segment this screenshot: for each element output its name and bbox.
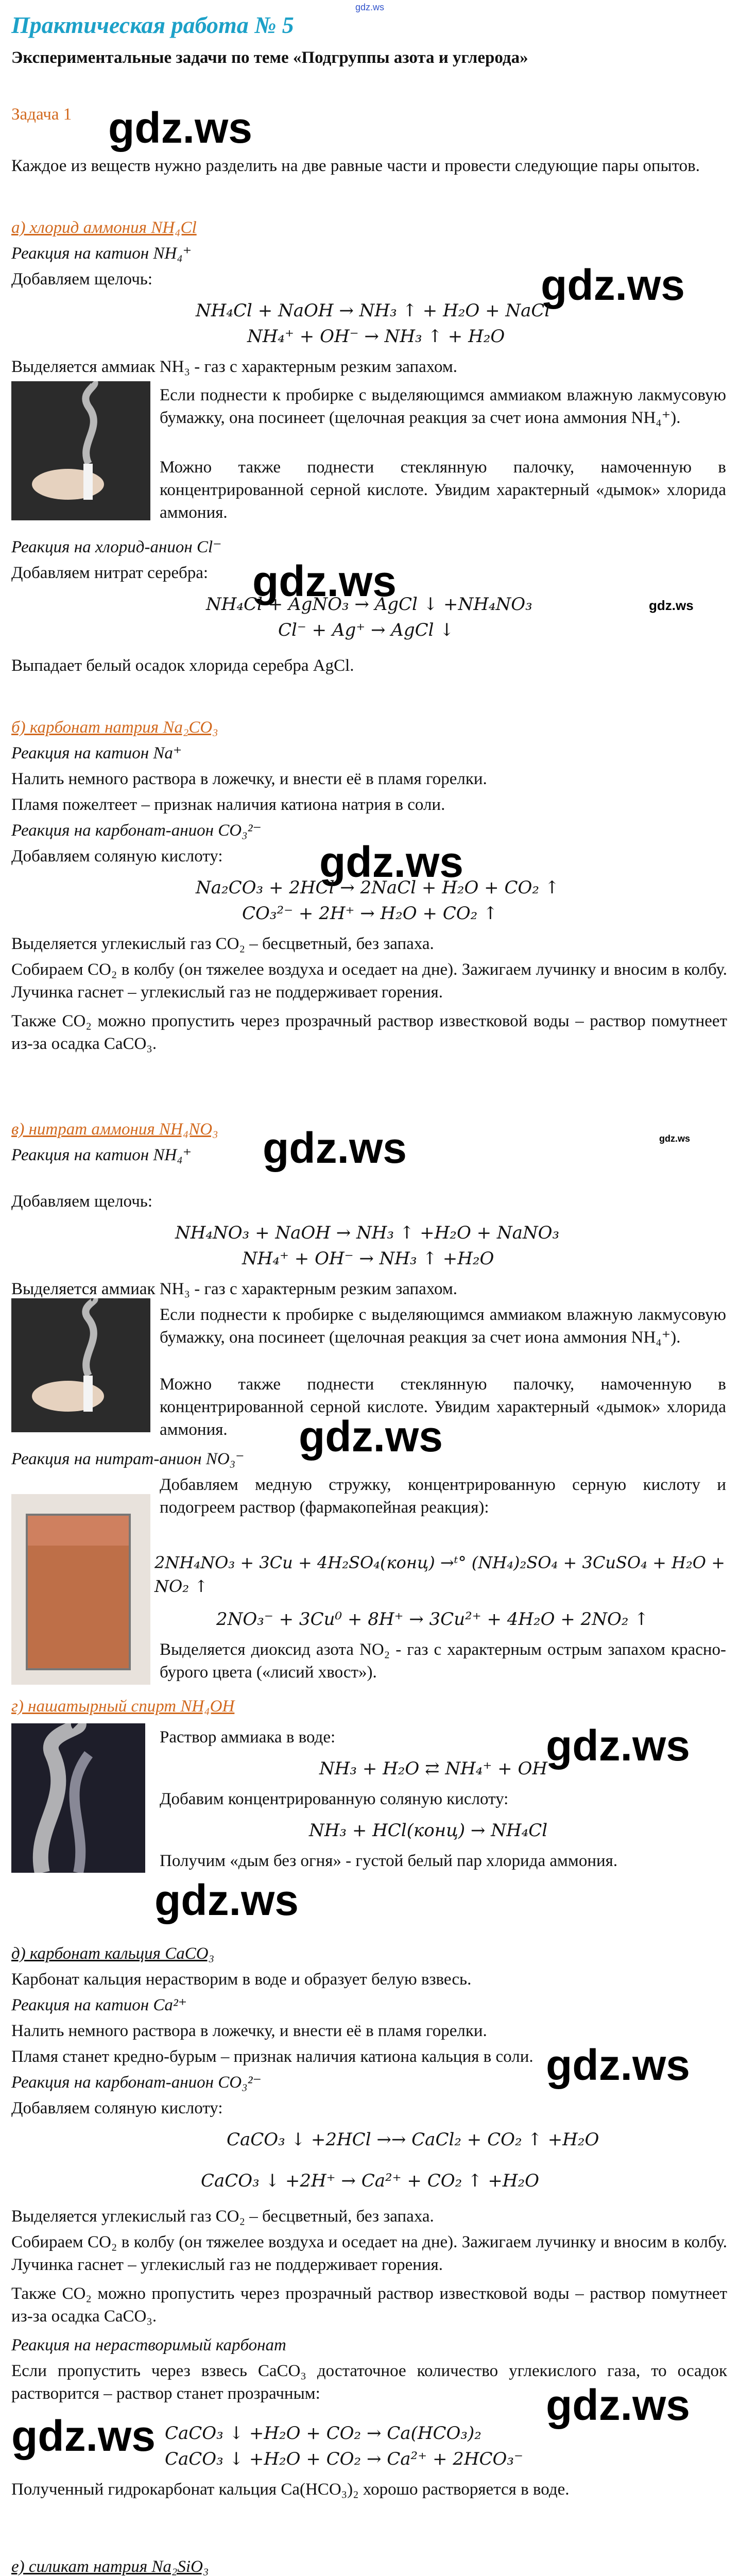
section-b-anion: Реакция на карбонат-анион CO₃²⁻ [11,821,262,840]
equation: 2NH₄NO₃ + 3Cu + 4H₂SO₄(конц) →ᵗ° (NH₄)₂SO₄ + 3CuSO₄ + H₂O + NO₂ ↑ [154,1553,726,1596]
section-a-para1: Если поднести к пробирке с выделяющимся аммиаком влажную лакмусовую бумажку, она посинеет (щелочная реакция за счет иона аммония NH₄⁺). [160,386,726,427]
equation: NH₃ + HCl(конц) → NH₄Cl [309,1820,548,1841]
section-b-result3: Также CO₂ можно пропустить через прозрачный раствор известковой воды – раствор помутнеет из-за осадка CaCO₃. [11,1012,727,1053]
watermark: gdz.ws [546,2041,691,2089]
equation: NH₄NO₃ + NaOH → NH₃ ↑ +H₂O + NaNO₃ [175,1223,560,1243]
page-title: Практическая работа № 5 [11,12,294,38]
section-a-result: Выделяется аммиак NH₃ - газ с характерным резким запахом. [11,358,458,376]
section-d-line2: Добавим концентрированную соляную кислоту: [160,1790,509,1808]
section-b-heading: б) карбонат натрия Na₂CO₃ [11,718,218,737]
section-a-add2: Добавляем нитрат серебра: [11,564,209,582]
top-watermark: gdz.ws [355,2,385,12]
section-b-line1: Налить немного раствора в ложечку, и внести её в пламя горелки. [11,770,487,788]
equation: NH₄Cl + NaOH → NH₃ ↑ + H₂O + NaCl [196,300,550,321]
section-b-cation: Реакция на катион Na⁺ [11,744,182,762]
section-a-add: Добавляем щелочь: [11,270,153,289]
section-e-add: Добавляем соляную кислоту: [11,2099,223,2117]
section-e-result2: Собираем CO₂ в колбу (он тяжелее воздуха и оседает на дне). Зажигаем лучинку и вносим в колбу. Лучинка гаснет – углекислый газ не поддерживает горения. [11,2233,727,2274]
section-b-add: Добавляем соляную кислоту: [11,847,223,866]
smoke-flask-photo [11,1723,145,1873]
section-c-para2: Можно также поднести стеклянную палочку, намоченную в концентрированной серной кислоте. Увидим характерный «дымок» хлорида аммония. [160,1375,726,1439]
watermark: gdz.ws [299,1412,443,1461]
section-e-line1: Карбонат кальция нерастворим в воде и образует белую взвесь. [11,1970,472,1989]
section-a-para2: Можно также поднести стеклянную палочку, намоченную в концентрированной серной кислоте. Увидим характерный «дымок» хлорида аммония. [160,458,726,522]
section-c-para4: Выделяется диоксид азота NO₂ - газ с характерным острым запахом красно-бурого цвета («лисий хвост»). [160,1640,726,1682]
intro-text: Каждое из веществ нужно разделить на две равные части и провести следующие пары опытов. [11,157,700,175]
equation: CaCO₃ ↓ +H₂O + CO₂ → Ca²⁺ + 2HCO₃⁻ [165,2449,523,2469]
section-a-anion: Реакция на хлорид-анион Cl⁻ [11,538,222,556]
section-c-anion: Реакция на нитрат-анион NO₃⁻ [11,1450,245,1468]
section-f-heading: е) силикат натрия Na₂SiO₃ [11,2557,209,2576]
section-e-anion: Реакция на карбонат-анион CO₃²⁻ [11,2073,262,2092]
watermark: gdz.ws [11,2412,156,2460]
equation: CO₃²⁻ + 2H⁺ → H₂O + CO₂ ↑ [242,903,498,924]
section-e-cation: Реакция на катион Ca²⁺ [11,1996,187,2014]
section-e-line2: Налить немного раствора в ложечку, и внести её в пламя горелки. [11,2022,487,2040]
section-e-line3: Пламя станет кредно-бурым – признак наличия катиона кальция в соли. [11,2047,534,2066]
section-a-cation: Реакция на катион NH₄⁺ [11,244,192,263]
watermark: gdz.ws [541,261,685,309]
section-e-result4: Если пропустить через взвесь CaCO₃ достаточное количество углекислого газа, то осадок растворится – раствор станет прозрачным: [11,2362,727,2403]
watermark: gdz.ws [659,1133,691,1144]
smoke-photo [11,381,150,520]
section-d-line1: Раствор аммиака в воде: [160,1728,336,1747]
section-d-heading: г) нашатырный спирт NH₄OH [11,1697,235,1716]
watermark: gdz.ws [154,1876,299,1924]
watermark: gdz.ws [649,598,694,613]
section-c-para1: Если поднести к пробирке с выделяющимся аммиаком влажную лакмусовую бумажку, она посинеет (щелочная реакция за счет иона аммония NH₄⁺). [160,1306,726,1347]
page-subtitle: Экспериментальные задачи по теме «Подгруппы азота и углерода» [11,48,528,67]
section-e-insoluble: Реакция на нерастворимый карбонат [11,2336,286,2354]
equation: 2NO₃⁻ + 3Cu⁰ + 8H⁺ → 3Cu²⁺ + 4H₂O + 2NO₂ ↑ [216,1609,649,1630]
section-d-line3: Получим «дым без огня» - густой белый пар хлорида аммония. [160,1852,618,1870]
section-e-result5: Полученный гидрокарбонат кальция Ca(HCO₃)₂ хорошо растворяется в воде. [11,2480,570,2499]
equation: NH₄⁺ + OH⁻ → NH₃ ↑ +H₂O [242,1248,494,1269]
beaker-photo [11,1494,150,1685]
equation: CaCO₃ ↓ +2HCl →→ CaCl₂ + CO₂ ↑ +H₂O [227,2129,599,2150]
section-e-result3: Также CO₂ можно пропустить через прозрачный раствор известковой воды – раствор помутнеет из-за осадка CaCO₃. [11,2284,727,2326]
section-b-line2: Пламя пожелтеет – признак наличия катиона натрия в соли. [11,795,445,814]
section-e-heading: д) карбонат кальция CaCO₃ [11,1944,215,1963]
equation: NH₃ + H₂O ⇄ NH₄⁺ + OH⁻ [319,1758,557,1779]
section-c-cation: Реакция на катион NH₄⁺ [11,1146,192,1164]
section-a-heading: а) хлорид аммония NH₄Cl [11,218,197,237]
watermark: gdz.ws [319,838,464,886]
equation: NH₄⁺ + OH⁻ → NH₃ ↑ + H₂O [247,326,505,347]
watermark: gdz.ws [263,1124,407,1172]
section-b-result2: Собираем CO₂ в колбу (он тяжелее воздуха и оседает на дне). Зажигаем лучинку и вносим в колбу. Лучинка гаснет – углекислый газ не поддерживает горения. [11,960,727,1002]
equation: CaCO₃ ↓ +2H⁺ → Ca²⁺ + CO₂ ↑ +H₂O [201,2171,539,2191]
equation: CaCO₃ ↓ +H₂O + CO₂ → Ca(HCO₃)₂ [165,2423,481,2444]
section-b-result1: Выделяется углекислый газ CO₂ – бесцветный, без запаха. [11,935,434,953]
watermark: gdz.ws [546,1721,691,1770]
section-c-heading: в) нитрат аммония NH₄NO₃ [11,1120,218,1139]
watermark: gdz.ws [108,104,253,152]
section-c-para3: Добавляем медную стружку, концентрированную серную кислоту и подогреем раствор (фармакопейная реакция): [160,1476,726,1517]
equation: Cl⁻ + Ag⁺ → AgCl ↓ [278,620,454,640]
section-a-result2: Выпадает белый осадок хлорида серебра AgCl. [11,656,354,675]
smoke-photo [11,1298,150,1432]
section-e-result1: Выделяется углекислый газ CO₂ – бесцветный, без запаха. [11,2207,434,2226]
equation: Na₂CO₃ + 2HCl → 2NaCl + H₂O + CO₂ ↑ [196,877,560,898]
section-c-add: Добавляем щелочь: [11,1192,153,1211]
watermark: gdz.ws [546,2381,691,2429]
section-c-result: Выделяется аммиак NH₃ - газ с характерным резким запахом. [11,1280,458,1298]
task-label: Задача 1 [11,105,72,124]
watermark: gdz.ws [252,557,397,605]
equation: NH₄Cl + AgNO₃ → AgCl ↓ +NH₄NO₃ [206,594,532,615]
